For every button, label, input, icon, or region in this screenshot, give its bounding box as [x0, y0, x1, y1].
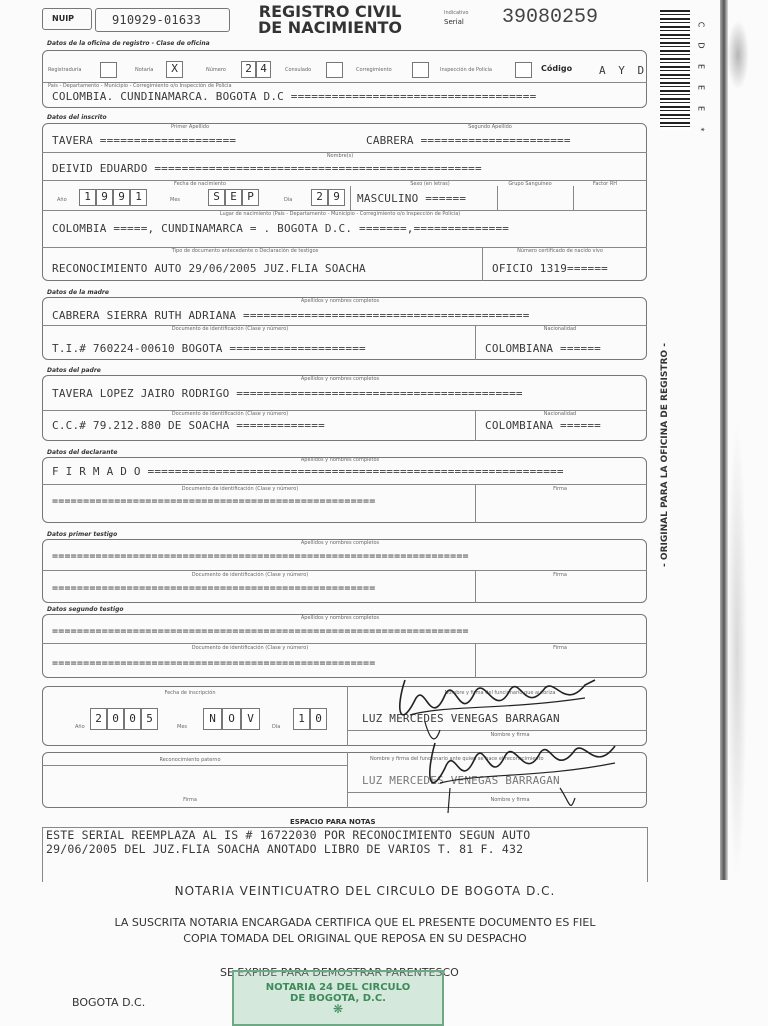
nuip-value: 910929-01633	[112, 13, 202, 27]
notary-stamp	[232, 970, 444, 1026]
madre-nombre: CABRERA SIERRA RUTH ADRIANA ==========================================	[52, 309, 530, 322]
testigo2-doc: ====================================================	[52, 658, 376, 669]
mes-cells	[208, 189, 259, 206]
dia-label: Día	[284, 197, 293, 203]
padre-doc: C.C.# 79.212.880 DE SOACHA =============	[52, 419, 325, 432]
tipo-documento: RECONOCIMIENTO AUTO 29/06/2005 JUZ.FLIA SOACHA	[52, 262, 366, 275]
stamp-line-2: DE BOGOTA, D.C.	[290, 993, 386, 1004]
inscripcion-mes-letter: V	[241, 708, 260, 730]
divider	[482, 247, 483, 281]
inscripcion-dia-digit: 1	[293, 708, 310, 730]
signature	[420, 728, 630, 818]
nombres: DEIVID EDUARDO ================================================	[52, 162, 482, 175]
registraduria-label: Registraduría	[48, 67, 82, 73]
divider	[475, 484, 476, 523]
testigo1-nombre-label: Apellidos y nombres completos	[300, 540, 380, 546]
inspeccion-checkbox[interactable]	[515, 62, 532, 78]
ano-digit: 9	[96, 189, 113, 206]
funcionario2-nombre: LUZ MERCEDES VENEGAS BARRAGAN	[362, 774, 560, 787]
divider	[475, 410, 476, 441]
testigo2-nombre-label: Apellidos y nombres completos	[300, 615, 380, 621]
lugar-nacimiento-label: Lugar de nacimiento (País - Departamento - Municipio - Corregimiento o/o Inspección de Policía)	[219, 211, 461, 217]
testigo1-firma-label: Firma	[553, 572, 567, 578]
mes-letter: S	[208, 189, 225, 206]
serial-value: 39080259	[502, 6, 599, 29]
divider	[347, 752, 348, 808]
inscripcion-mes-label: Mes	[177, 724, 187, 730]
barcode-char: D	[696, 42, 706, 49]
certificado-value: OFICIO 1319======	[492, 262, 608, 275]
inscripcion-mes-letter: O	[222, 708, 241, 730]
inscripcion-dia-label: Día	[272, 724, 281, 730]
barcode-char: E	[696, 105, 706, 112]
footer-expide: SE EXPIDE PARA DEMOSTRAR PARENTESCO	[220, 966, 459, 979]
inspeccion-label: Inspección de Policía	[440, 67, 492, 73]
barcode-char: C	[696, 21, 706, 28]
stamp-emblem-icon: ❋	[332, 1002, 344, 1016]
reconocimiento-label: Reconocimiento paterno	[159, 757, 221, 763]
nombre-firma-label: Nombre y firma	[490, 732, 530, 738]
mes-letter: P	[242, 189, 259, 206]
nombre-firma2-label: Nombre y firma	[490, 797, 530, 803]
barcode-char: E	[696, 63, 706, 70]
divider	[42, 765, 347, 766]
side-text: - ORIGINAL PARA LA OFICINA DE REGISTRO -	[660, 343, 670, 567]
sexo-label: Sexo (en letras)	[410, 181, 450, 187]
stamp-line-1: NOTARIA 24 DEL CIRCULO	[265, 982, 411, 993]
declarante-nombre: F I R M A D O =============================================================	[52, 465, 564, 478]
declarante-section-title: Datos del declarante	[47, 449, 118, 456]
fecha-nacimiento-label: Fecha de nacimiento	[174, 181, 226, 187]
divider	[475, 570, 476, 603]
divider	[42, 484, 647, 485]
ano-digit: 1	[79, 189, 96, 206]
funcionario-nombre: LUZ MERCEDES VENEGAS BARRAGAN	[362, 712, 560, 725]
declarante-doc-label: Documento de identificación (Clase y número)	[181, 486, 299, 492]
location-value: COLOMBIA. CUNDINAMARCA. BOGOTA D.C ====================================	[52, 90, 537, 103]
divider	[497, 186, 498, 210]
testigo1-nombre: ===================================================================	[52, 551, 469, 562]
numero-label: Número	[206, 67, 226, 73]
tipo-documento-label: Tipo de documento antecedente o Declaración de testigos	[171, 248, 319, 254]
ano-cells	[79, 189, 147, 206]
mes-label: Mes	[170, 197, 180, 203]
madre-nac: COLOMBIANA ======	[485, 342, 601, 355]
divider	[350, 186, 351, 210]
divider	[42, 643, 647, 644]
madre-nombre-label: Apellidos y nombres completos	[300, 298, 380, 304]
serial-label: Serial	[444, 18, 464, 26]
fecha-inscripcion-label: Fecha de inscripción	[164, 690, 216, 696]
segundo-apellido-label: Segundo Apellido	[468, 124, 512, 130]
mes-letter: E	[225, 189, 242, 206]
numero-digit: 4	[256, 61, 271, 78]
padre-nac: COLOMBIANA ======	[485, 419, 601, 432]
padre-section-title: Datos del padre	[47, 367, 101, 374]
footer-notaria: NOTARIA VEINTICUATRO DEL CIRCULO DE BOGOTA D.C.	[174, 884, 556, 898]
document-title	[240, 4, 420, 36]
divider	[573, 186, 574, 210]
lugar-nacimiento: COLOMBIA =====, CUNDINAMARCA = . BOGOTA D.C. =======,==============	[52, 222, 510, 235]
testigo1-doc-label: Documento de identificación (Clase y número)	[191, 572, 309, 578]
padre-nombre-label: Apellidos y nombres completos	[300, 376, 380, 382]
declarante-nombre-label: Apellidos y nombres completos	[300, 457, 380, 463]
ano-label: Año	[57, 197, 67, 203]
inscripcion-ano-digit: 0	[107, 708, 124, 730]
testigo2-firma-label: Firma	[553, 645, 567, 651]
edge-smudge	[727, 420, 747, 880]
barcode	[660, 10, 690, 130]
dia-cells	[311, 189, 345, 206]
padre-nombre: TAVERA LOPEZ JAIRO RODRIGO ==========================================	[52, 387, 523, 400]
inscrito-section-title: Datos del inscrito	[47, 114, 107, 121]
grupo-sanguineo-label: Grupo Sanguíneo	[508, 181, 552, 187]
codigo-label: Código	[541, 64, 573, 73]
codigo-value: A Y D	[599, 64, 648, 77]
divider	[475, 325, 476, 360]
testigo1-doc: ====================================================	[52, 583, 376, 594]
inscripcion-mes-letter: N	[203, 708, 222, 730]
madre-doc-label: Documento de identificación (Clase y número)	[171, 326, 289, 332]
dia-digit: 9	[328, 189, 345, 206]
testigo2-nombre: ===================================================================	[52, 626, 469, 637]
sexo-value: MASCULINO ======	[357, 192, 467, 205]
barcode-chars	[695, 14, 707, 140]
indicativo-label: Indicativo	[444, 10, 469, 16]
barcode-char: E	[696, 84, 706, 91]
divider	[42, 827, 43, 882]
inscripcion-ano-digit: 5	[141, 708, 158, 730]
divider	[647, 827, 648, 882]
certificado-label: Número certificado de nacido vivo	[517, 248, 603, 254]
divider	[42, 570, 647, 571]
reconocimiento-firma-label: Firma	[183, 797, 197, 803]
footer-copia: COPIA TOMADA DEL ORIGINAL QUE REPOSA EN SU DESPACHO	[183, 932, 527, 945]
testigo2-section-title: Datos segundo testigo	[47, 606, 124, 613]
madre-nac-label: Nacionalidad	[543, 326, 577, 332]
madre-doc: T.I.# 760224-00610 BOGOTA ====================	[52, 342, 366, 355]
divider	[347, 686, 348, 746]
funcionario2-label: Nombre y firma del funcionario ante quien se hace el reconocimiento	[370, 756, 544, 762]
dia-digit: 2	[311, 189, 328, 206]
edge-smudge	[727, 20, 749, 90]
oficina-section-title: Datos de la oficina de registro - Clase de oficina	[47, 40, 210, 47]
corregimiento-checkbox[interactable]	[412, 62, 429, 78]
declarante-firma-label: Firma	[553, 486, 567, 492]
notas-title: ESPACIO PARA NOTAS	[290, 818, 376, 826]
notaria-label: Notaría	[135, 67, 154, 73]
numero-digit: 2	[241, 61, 256, 78]
inscripcion-ano-cells	[90, 708, 158, 730]
primer-apellido: TAVERA ====================	[52, 134, 237, 147]
registraduria-checkbox[interactable]	[100, 62, 117, 78]
inscripcion-ano-digit: 0	[124, 708, 141, 730]
primer-apellido-label: Primer Apellido	[170, 124, 210, 130]
consulado-label: Consulado	[285, 67, 312, 73]
notaria-checkbox[interactable]: X	[166, 61, 183, 78]
padre-doc-label: Documento de identificación (Clase y número)	[171, 411, 289, 417]
testigo1-section-title: Datos primer testigo	[47, 531, 118, 538]
nombres-label: Nombre(s)	[326, 153, 354, 159]
inscripcion-dia-cells	[293, 708, 327, 730]
ano-digit: 9	[113, 189, 130, 206]
ano-digit: 1	[130, 189, 147, 206]
barcode-char: *	[696, 127, 706, 132]
testigo2-doc-label: Documento de identificación (Clase y número)	[191, 645, 309, 651]
inscripcion-mes-cells	[203, 708, 260, 730]
segundo-apellido: CABRERA ======================	[366, 134, 571, 147]
footer-certifica: LA SUSCRITA NOTARIA ENCARGADA CERTIFICA QUE EL PRESENTE DOCUMENTO ES FIEL	[114, 916, 596, 929]
nuip-label: NUIP	[52, 14, 75, 23]
declarante-doc: ====================================================	[52, 496, 376, 507]
footer-city: BOGOTA D.C.	[72, 996, 146, 1009]
title-line-2: DE NACIMIENTO	[258, 18, 402, 37]
inscripcion-ano-digit: 2	[90, 708, 107, 730]
consulado-checkbox[interactable]	[326, 62, 343, 78]
inscripcion-ano-label: Año	[75, 724, 85, 730]
inscripcion-dia-digit: 0	[310, 708, 327, 730]
title-line-1: REGISTRO CIVIL	[258, 2, 402, 21]
madre-section-title: Datos de la madre	[47, 289, 109, 296]
notas-line-2: 29/06/2005 DEL JUZ.FLIA SOACHA ANOTADO LIBRO DE VARIOS T. 81 F. 432	[46, 842, 524, 856]
notas-line-1: ESTE SERIAL REEMPLAZA AL IS # 16722030 POR RECONOCIMIENTO SEGUN AUTO	[46, 828, 531, 842]
corregimiento-label: Corregimiento	[356, 67, 392, 73]
padre-nac-label: Nacionalidad	[543, 411, 577, 417]
funcionario-label: Nombre y firma del funcionario que autoriza	[444, 690, 556, 696]
factor-rh-label: Factor RH	[592, 181, 618, 187]
location-caption: País - Departamento - Municipio - Corregimiento o/o Inspección de Policía	[48, 83, 232, 89]
